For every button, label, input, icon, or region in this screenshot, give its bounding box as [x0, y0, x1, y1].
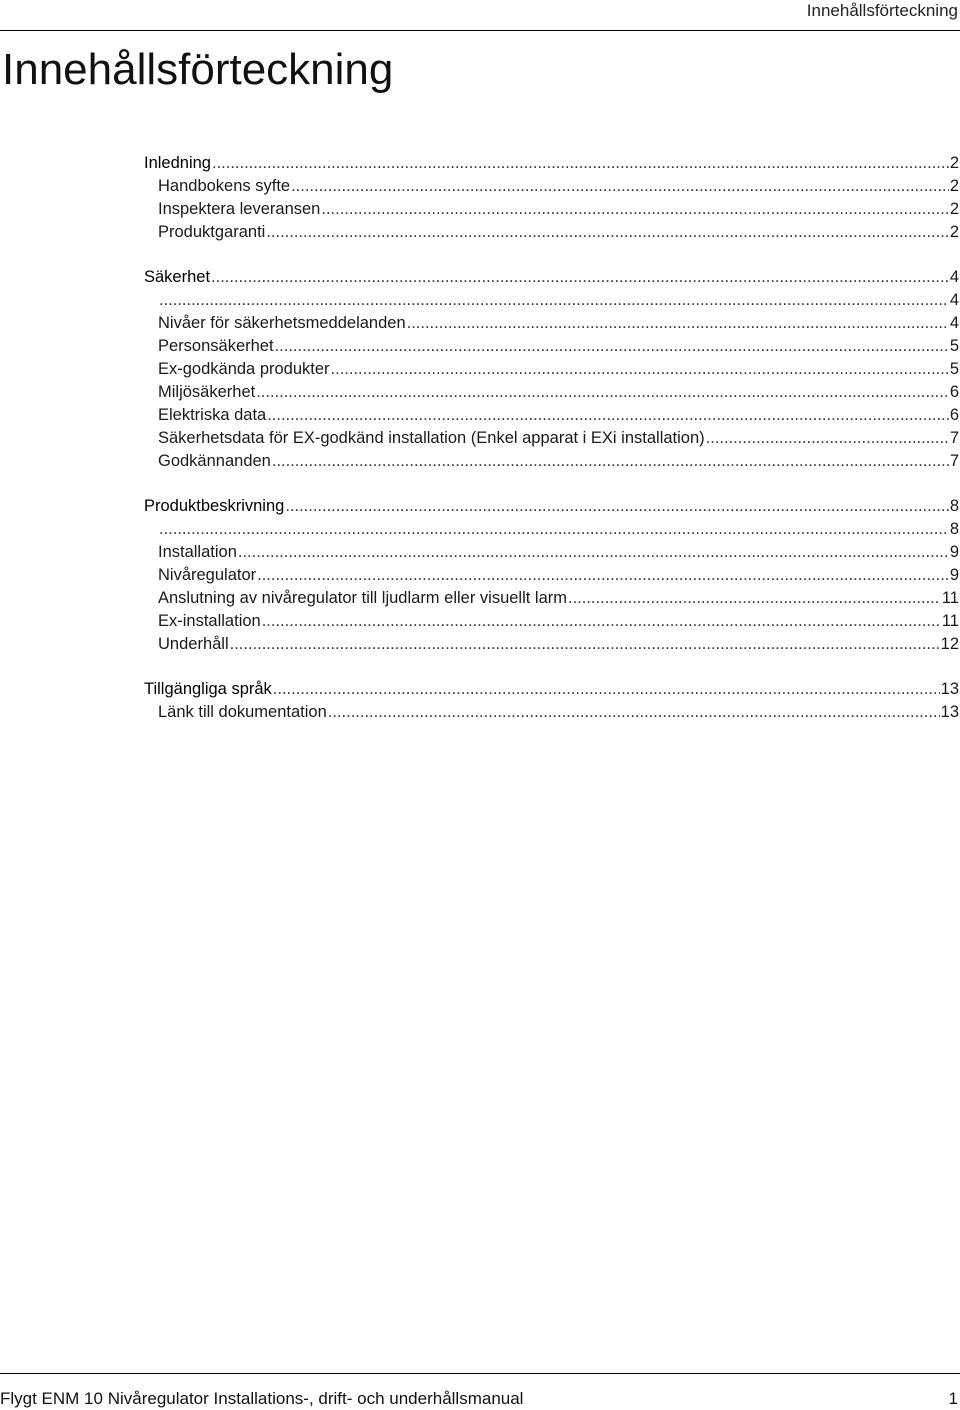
toc-dot-leader: [211, 266, 949, 289]
toc-section: [144, 495, 959, 656]
toc-entry-label: Ex-godkända produkter: [158, 360, 330, 378]
toc-dot-leader: [238, 541, 949, 564]
toc-dot-leader: [159, 518, 949, 541]
toc-dot-leader: [273, 678, 940, 701]
toc-entry-label: Personsäkerhet: [158, 337, 274, 355]
toc-section: [144, 266, 959, 473]
table-of-contents: [144, 152, 959, 746]
toc-dot-leader: [159, 289, 949, 312]
toc-subsection-entry[interactable]: [144, 312, 959, 335]
toc-entry-label: Tillgängliga språk: [144, 680, 272, 698]
toc-dot-leader: [291, 175, 949, 198]
toc-dot-leader: [230, 633, 940, 656]
toc-page-number: 7: [949, 452, 959, 470]
toc-entry-label: Nivåregulator: [158, 566, 257, 584]
footer-document-title: Flygt ENM 10 Nivåregulator Installations-, drift- och underhållsmanual: [0, 1389, 524, 1408]
toc-entry-label: Produktgaranti: [158, 223, 266, 241]
toc-subsection-entry[interactable]: [144, 358, 959, 381]
toc-section: [144, 152, 959, 244]
toc-page-number: 11: [941, 612, 959, 630]
toc-page-number: 13: [940, 680, 959, 698]
toc-dot-leader: [328, 701, 940, 724]
toc-section: [144, 678, 959, 724]
running-header: Innehållsförteckning: [806, 1, 958, 20]
toc-dot-leader: [285, 495, 948, 518]
toc-page-number: 9: [949, 543, 959, 561]
toc-entry-label: Installation: [158, 543, 237, 561]
toc-page-number: 4: [949, 268, 959, 286]
footer-page-number: 1: [948, 1389, 958, 1408]
toc-entry-label: Inspektera leveransen: [158, 200, 321, 218]
toc-page-number: 4: [949, 314, 959, 332]
toc-entry-label: Miljösäkerhet: [158, 383, 256, 401]
toc-subsection-entry[interactable]: [144, 175, 959, 198]
toc-subsection-entry[interactable]: [144, 450, 959, 473]
toc-subsection-entry[interactable]: [144, 335, 959, 358]
toc-subsection-entry[interactable]: [144, 518, 959, 541]
toc-subsection-entry[interactable]: [144, 289, 959, 312]
toc-dot-leader: [257, 564, 949, 587]
toc-entry-label: Anslutning av nivåregulator till ljudlarm eller visuellt larm: [158, 589, 568, 607]
toc-subsection-entry[interactable]: [144, 633, 959, 656]
toc-page-number: 12: [940, 635, 959, 653]
toc-page-number: 9: [949, 566, 959, 584]
toc-subsection-entry[interactable]: [144, 541, 959, 564]
toc-entry-label: Säkerhetsdata för EX-godkänd installation (Enkel apparat i EXi installation): [158, 429, 705, 447]
footer-rule: [0, 1373, 960, 1374]
toc-dot-leader: [212, 152, 949, 175]
toc-subsection-entry[interactable]: [144, 381, 959, 404]
toc-dot-leader: [706, 427, 949, 450]
toc-page-number: 6: [949, 406, 959, 424]
toc-entry-label: Handbokens syfte: [158, 177, 291, 195]
toc-subsection-entry[interactable]: [144, 427, 959, 450]
toc-page-number: 11: [941, 589, 959, 607]
toc-entry-label: Inledning: [144, 154, 211, 172]
toc-page-number: 2: [949, 200, 959, 218]
toc-page-number: 6: [949, 383, 959, 401]
toc-entry-label: Elektriska data: [158, 406, 267, 424]
toc-entry-label: Nivåer för säkerhetsmeddelanden: [158, 314, 406, 332]
toc-dot-leader: [275, 335, 949, 358]
toc-entry-label: Länk till dokumentation: [158, 703, 327, 721]
toc-dot-leader: [568, 587, 941, 610]
toc-page-number: 2: [949, 223, 959, 241]
toc-subsection-entry[interactable]: [144, 221, 959, 244]
toc-page-number: 7: [949, 429, 959, 447]
toc-entry-label: Underhåll: [158, 635, 229, 653]
toc-page-number: 2: [949, 177, 959, 195]
toc-entry-label: Säkerhet: [144, 268, 211, 286]
toc-dot-leader: [266, 221, 948, 244]
toc-page-number: 13: [940, 703, 959, 721]
page-title: Innehållsförteckning: [2, 45, 394, 94]
toc-entry-label: Produktbeskrivning: [144, 497, 285, 515]
toc-page-number: 8: [949, 520, 959, 538]
toc-subsection-entry[interactable]: [144, 587, 959, 610]
toc-dot-leader: [321, 198, 948, 221]
toc-chapter-entry[interactable]: [144, 678, 959, 701]
toc-chapter-entry[interactable]: [144, 495, 959, 518]
toc-dot-leader: [331, 358, 949, 381]
toc-page-number: 5: [949, 337, 959, 355]
toc-entry-label: Ex-installation: [158, 612, 261, 630]
toc-chapter-entry[interactable]: [144, 266, 959, 289]
toc-page-number: 5: [949, 360, 959, 378]
toc-dot-leader: [272, 450, 949, 473]
toc-subsection-entry[interactable]: [144, 198, 959, 221]
toc-dot-leader: [407, 312, 949, 335]
toc-subsection-entry[interactable]: [144, 610, 959, 633]
toc-page-number: 4: [949, 291, 959, 309]
toc-page-number: 8: [949, 497, 959, 515]
header-rule: [0, 30, 960, 31]
toc-dot-leader: [256, 381, 949, 404]
toc-dot-leader: [267, 404, 949, 427]
toc-entry-label: Godkännanden: [158, 452, 271, 470]
toc-subsection-entry[interactable]: [144, 701, 959, 724]
toc-chapter-entry[interactable]: [144, 152, 959, 175]
toc-page-number: 2: [949, 154, 959, 172]
toc-subsection-entry[interactable]: [144, 404, 959, 427]
toc-subsection-entry[interactable]: [144, 564, 959, 587]
toc-dot-leader: [262, 610, 941, 633]
